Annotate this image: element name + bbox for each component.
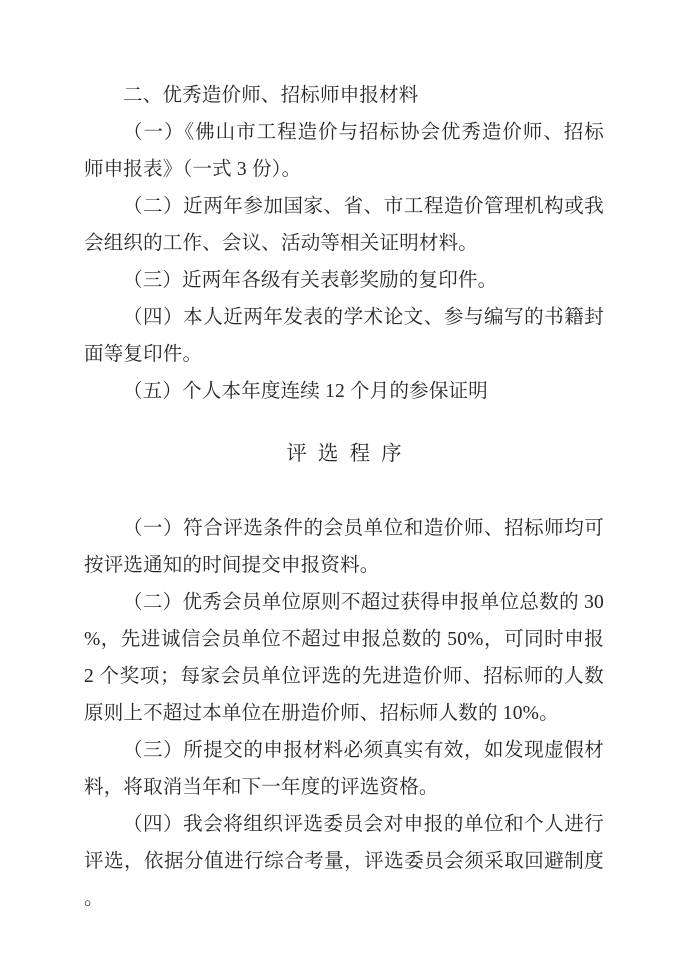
materials-item-4: （四）本人近两年发表的学术论文、参与编写的书籍封面等复印件。 xyxy=(84,307,604,365)
procedure-item-2: （二）优秀会员单位原则不超过获得申报单位总数的 30%，先进诚信会员单位不超过申报总数的 50%，可同时申报 2 个奖项；每家会员单位评选的先进造价师、招标师的人数原则上不超过本单位在册造价师、招标师人数的 10%。 xyxy=(84,592,604,724)
materials-item-3: （三）近两年各级有关表彰奖励的复印件。 xyxy=(123,270,498,291)
materials-item-2: （二）近两年参加国家、省、市工程造价管理机构或我会组织的工作、会议、活动等相关证明材料。 xyxy=(84,196,604,254)
materials-section-heading: 二、优秀造价师、招标师申报材料 xyxy=(123,85,419,106)
procedure-item-4: （四）我会将组织评选委员会对申报的单位和个人进行评选，依据分值进行综合考量，评选委员会须采取回避制度。 xyxy=(84,814,604,909)
procedure-item-1: （一）符合评选条件的会员单位和造价师、招标师均可按评选通知的时间提交申报资料。 xyxy=(84,518,604,576)
materials-item-5: （五）个人本年度连续 12 个月的参保证明 xyxy=(123,381,488,402)
materials-item-1: （一）《佛山市工程造价与招标协会优秀造价师、招标师申报表》（一式 3 份）。 xyxy=(84,122,604,180)
procedure-item-3: （三）所提交的申报材料必须真实有效，如发现虚假材料，将取消当年和下一年度的评选资格。 xyxy=(84,740,604,798)
procedure-section-heading: 评 选 程 序 xyxy=(286,443,405,465)
